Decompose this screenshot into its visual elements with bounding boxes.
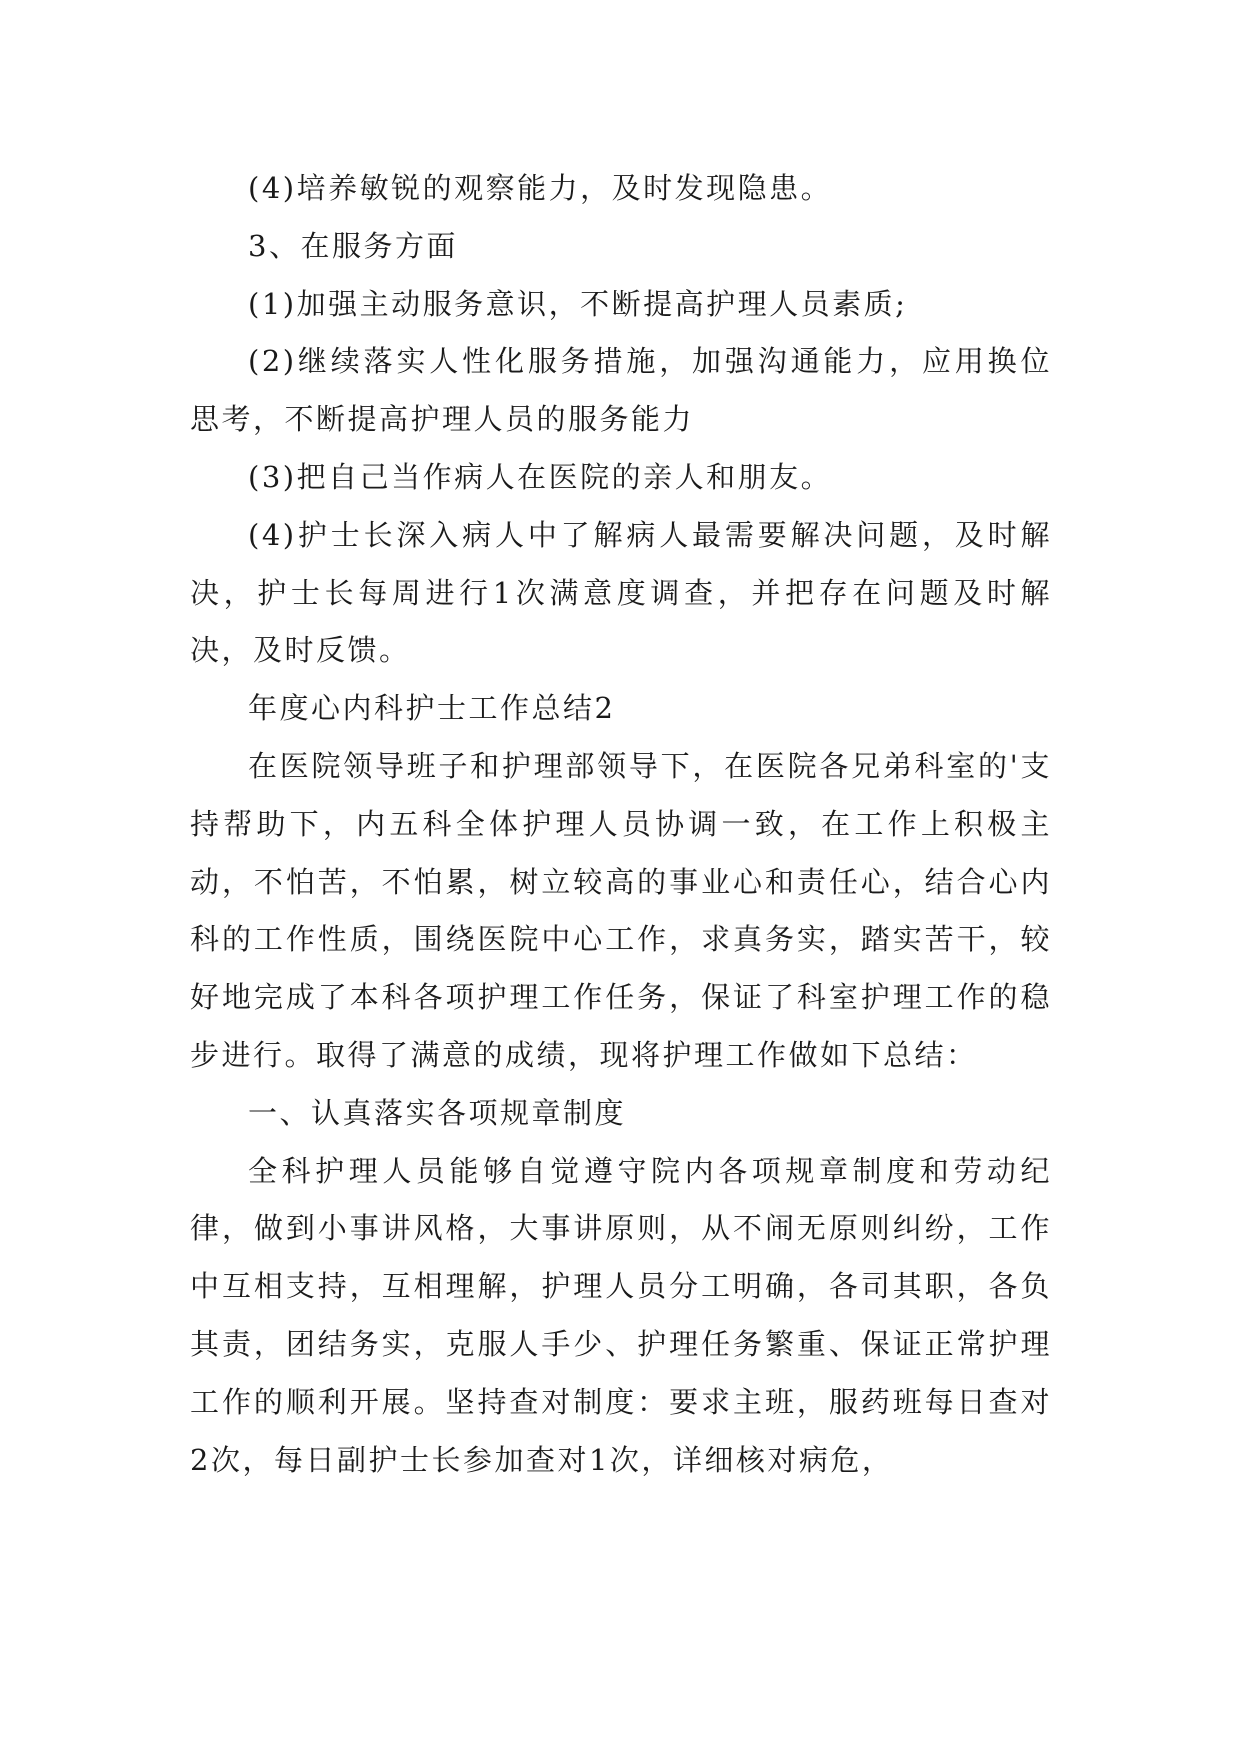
service-section-heading: 3、在服务方面 — [248, 228, 458, 263]
summary-title: 年度心内科护士工作总结2 — [248, 691, 616, 726]
document-body — [190, 160, 1052, 1489]
service-item-1: (1)加强主动服务意识，不断提高护理人员素质; — [248, 286, 908, 321]
summary-intro-paragraph: 在医院领导班子和护理部领导下，在医院各兄弟科室的'支持帮助下，内五科全体护理人员协调一致，在工作上积极主动，不怕苦，不怕累，树立较高的事业心和责任心，结合心内科的工作性质，围绕医院中心工作，求真务实，踏实苦干，较好地完成了本科各项护理工作任务，保证了科室护理工作的稳步进行。取得了满意的成绩，现将护理工作做如下总结： — [190, 748, 1052, 1072]
section-one-paragraph: 全科护理人员能够自觉遵守院内各项规章制度和劳动纪律，做到小事讲风格，大事讲原则，从不闹无原则纠纷，工作中互相支持，互相理解，护理人员分工明确，各司其职，各负其责，团结务实，克服人手少、护理任务繁重、保证正常护理工作的顺利开展。坚持查对制度：要求主班，服药班每日查对2次，每日副护士长参加查对1次，详细核对病危， — [190, 1153, 1052, 1477]
observation-item-4: (4)培养敏锐的观察能力，及时发现隐患。 — [248, 171, 833, 205]
service-item-4: (4)护士长深入病人中了解病人最需要解决问题，及时解决，护士长每周进行1次满意度调查，并把存在问题及时解决，及时反馈。 — [190, 517, 1052, 668]
service-item-2: (2)继续落实人性化服务措施，加强沟通能力，应用换位思考，不断提高护理人员的服务能力 — [190, 344, 1052, 437]
section-one-heading: 一、认真落实各项规章制度 — [248, 1095, 627, 1130]
service-item-3: (3)把自己当作病人在医院的亲人和朋友。 — [248, 459, 833, 494]
